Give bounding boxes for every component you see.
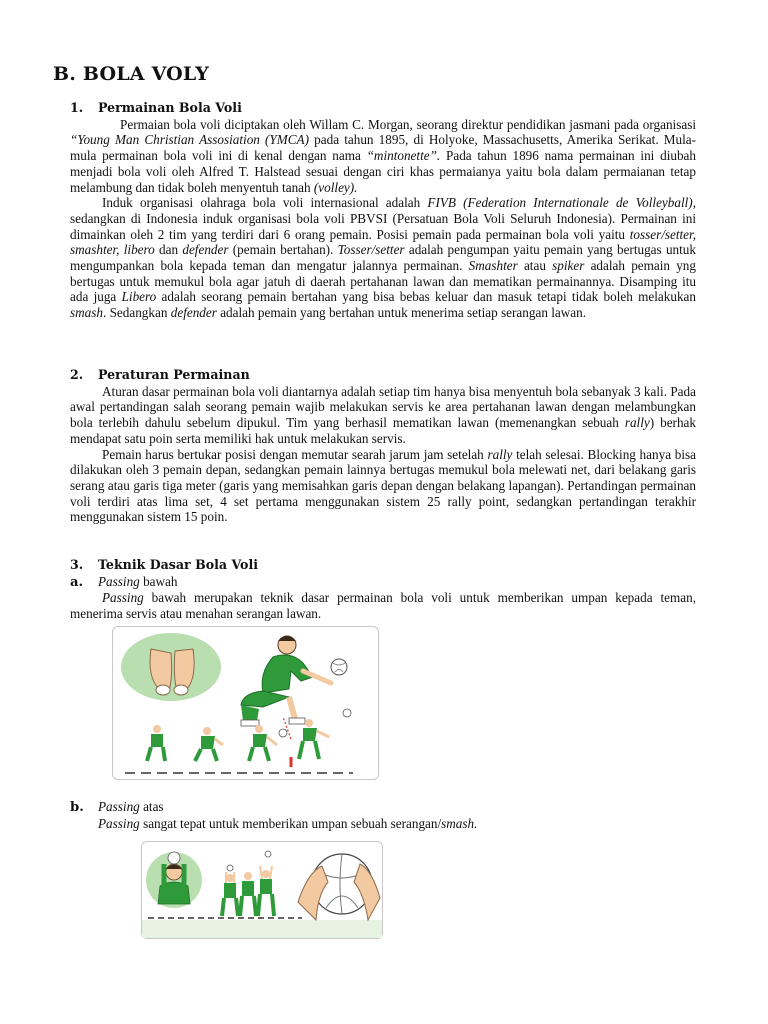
subsection-b-heading: b. Passing atas	[70, 799, 164, 815]
section-1-paragraph-1: Permaian bola voli diciptakan oleh Willam C. Morgan, seorang direktur pendidikan jasmani pada organisasi “Young Man Christian Assosiation (YMCA) pada tahun 1895, di Holyoke, Massachusetts, Amerika Serikat. Mula-mula permainan bola voli ini di kenal dengan nama “mintonette”. Pada tahun 1896 nama permainan ini diubah menjadi bola voli oleh Alfred T. Halstead sesuai dengan ciri khas permaianya yaitu bola dalam permaianan tetap melambung dan tidak boleh menyentuh tanah (volley).	[70, 116, 696, 195]
section-2	[70, 367, 696, 525]
subsection-b	[70, 799, 696, 831]
volleyball-icon	[168, 852, 180, 864]
passing-atas-drawing	[142, 842, 382, 938]
page-title: B. BOLA VOLY	[53, 63, 210, 85]
subsection-a-heading: a. Passing bawah	[70, 573, 178, 590]
section-3	[70, 557, 696, 622]
section-number: 2.	[70, 367, 84, 382]
section-title: Teknik Dasar Bola Voli	[98, 557, 259, 572]
section-2-paragraph-2: Pemain harus bertukar posisi dengan memutar searah jarum jam setelah rally telah selesai. Blocking hanya bisa dilakukan oleh 3 pemain depan, sedangkan pemain lainnya bertugas memukul bola melewati net, dari belakang garis serang atau garis tiga meter (garis yang memisahkan garis depan dengan belakang lapangan). Pertandingan permainan voli terdiri atas lima set, 4 set pertama menggunakan sistem 25 rally point, sedangkan pertandingan terakhir menggunakan sistem 15 poin.	[70, 446, 696, 525]
section-number: 3.	[70, 557, 84, 572]
section-title: Peraturan Permainan	[98, 367, 250, 382]
section-1-paragraph-2: Induk organisasi olahraga bola voli internasional adalah FIVB (Federation Internationale de Volleyball), sedangkan di Indonesia induk organisasi bola voli PBVSI (Persatuan Bola Voli Seluruh Indonesia). Permainan ini dimainkan oleh 2 tim yang terdiri dari 6 orang pemain. Posisi pemain pada permainan bola voli yaitu tosser/setter, smashter, libero dan defender (pemain bertahan). Tosser/setter adalah pengumpan yaitu pemain yang bertugas untuk mengumpankan bola kepada teman dan mengatur jalannya permainan. Smashter atau spiker adalah pemain yng bertugas untuk memukul bola agar jatuh di daerah pertahanan lawan dan mematikan permainannya. Disamping itu ada juga Libero adalah seorang pemain bertahan yang bisa bebas keluar dan masuk tetapi tidak boleh melakukan smash. Sedangkan defender adalah pemain yang bertahan untuk menerima setiap serangan lawan.	[70, 195, 696, 321]
section-2-heading	[70, 367, 696, 383]
passing-bawah-drawing	[113, 627, 378, 779]
section-title: Permainan Bola Voli	[98, 100, 242, 115]
player-sequence-overhead	[222, 851, 274, 916]
volleyball-icon	[331, 659, 347, 675]
section-1	[70, 100, 696, 321]
hands-on-ball-closeup	[298, 854, 380, 920]
section-number: 1.	[70, 100, 84, 115]
passing-bawah-illustration	[112, 626, 379, 780]
section-1-heading	[70, 100, 696, 116]
passing-atas-illustration	[141, 841, 383, 939]
section-2-paragraph-1: Aturan dasar permainan bola voli diantarnya adalah setiap tim hanya bisa menyentuh bola sebanyak 3 kali. Pada awal pertandingan salah seorang pemain wajib melakukan servis ke area pertahanan lawan dengan melambungkan bola terlebih dahulu sebelum dipukul. Tim yang berhasil mematikan lawan (memenangkan sebuah rally) berhak mendapat satu poin serta memiliki hak untuk melakukan servis.	[70, 383, 696, 446]
subsection-b-paragraph: Passing sangat tepat untuk memberikan umpan sebuah serangan/smash.	[98, 815, 478, 831]
player-crouching-large	[241, 636, 347, 726]
section-3-heading	[70, 557, 696, 573]
subsection-a-paragraph: Passing bawah merupakan teknik dasar permainan bola voli untuk memberikan umpan kepada teman, menerima servis atau menahan serangan lawan.	[70, 590, 696, 622]
